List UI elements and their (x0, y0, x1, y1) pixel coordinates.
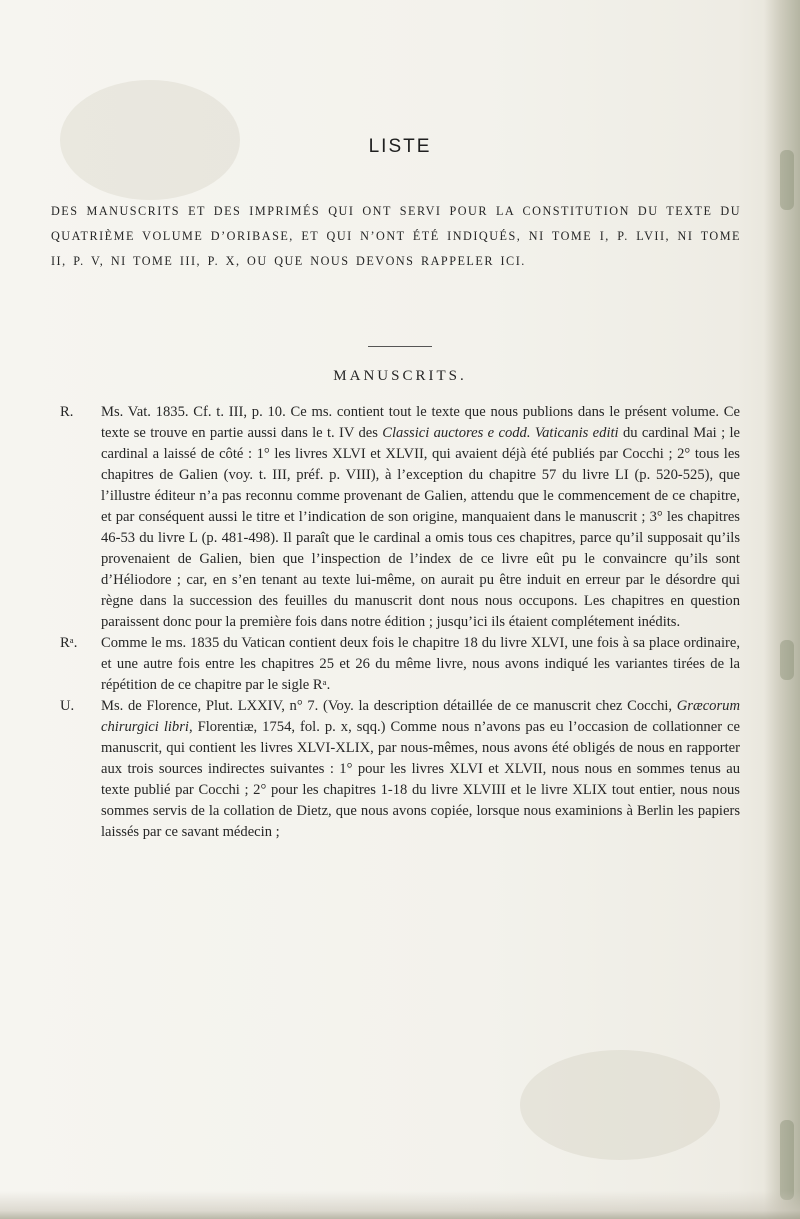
page-bottom-edge (0, 1191, 800, 1219)
page-title: LISTE (368, 136, 432, 157)
manuscript-description: Ms. de Florence, Plut. LXXIV, n° 7. (Voy. la description détaillée de ce manuscrit chez Cocchi, Græcorum chirurgici libri, Florentiæ, 1754, fol. p. x, sqq.) Comme nous n’avons pas eu l’occasion de collationner ce manuscrit, qui contient les livres XLVI-XLIX, par nous-mêmes, nous avons été obligés de nous en rapporter aux trois sources indirectes suivantes : 1° pour les livres XLVI et XLVII, nous nous en sommes tenus au texte publié par Cocchi ; 2° pour les chapitres 1-18 du livre XLVIII et le livre XLIX tout entier, nous nous sommes servis de la collation de Dietz, que nous avons copiée, lorsque nous examinions à Berlin les papiers laissés par ce savant médecin ; (101, 698, 740, 840)
manuscript-siglum: U. (60, 698, 75, 714)
manuscript-entry (60, 696, 740, 843)
page-spine-edge (764, 0, 800, 1219)
manuscript-description: Ms. Vat. 1835. Cf. t. III, p. 10. Ce ms. contient tout le texte que nous publions dans le présent volume. Ce texte se trouve en partie aussi dans le t. IV des Classici auctores e codd. Vaticanis editi du cardinal Mai ; le cardinal a laissé de côté : 1° les livres XLVI et XLVII, qui avaient déjà été publiés par Cocchi ; 2° tous les chapitres de Galien (voy. t. III, préf. p. VIII), à l’exception du chapitre 57 du livre LI (p. 520-525), que l’illustre éditeur n’a pas reconnu comme provenant de Galien, attendu que le commencement de ce chapitre, et par conséquent aussi le titre et l’indication de son origine, manquaient dans le manuscrit ; 3° les chapitres 46-53 du livre L (p. 481-498). Il paraît que le cardinal a omis tous ces chapitres, parce qu’il supposait qu’ils provenaient de Galien, bien que l’inspection de l’index de ce livre eût pu le convaincre qu’ils sont d’Héliodore ; car, en s’en tenant au texte lui-même, on aurait pu être induit en erreur par le désordre qui règne dans la succession des feuilles du manuscrit dont nous nous occupons. Les chapitres en question paraissent donc pour la première fois dans notre édition ; jusqu’ici ils étaient complétement inédits. (101, 404, 740, 630)
manuscript-siglum: Rᵃ. (60, 635, 78, 651)
spine-mark (780, 150, 794, 210)
paper-stain (520, 1050, 720, 1160)
manuscript-list (60, 402, 740, 843)
separator-rule (368, 346, 432, 347)
spine-mark (780, 640, 794, 680)
manuscript-siglum: R. (60, 404, 74, 420)
list-subtitle: DES MANUSCRITS ET DES IMPRIMÉS QUI ONT SERVI POUR LA CONSTITUTION DU TEXTE DU QUATRIÈME VOLUME D’ORIBASE, ET QUI N’ONT ÉTÉ INDIQUÉS, NI TOME I, P. LVII, NI TOME II, P. V, NI TOME III, P. X, OU QUE NOUS DEVONS RAPPELER ICI. (51, 204, 741, 268)
spine-mark (780, 1120, 794, 1200)
manuscript-description: Comme le ms. 1835 du Vatican contient deux fois le chapitre 18 du livre XLVI, une fois à sa place ordinaire, et une autre fois entre les chapitres 25 et 26 du même livre, nous avons indiqué les variantes tirées de la répétition de ce chapitre par le sigle Rᵃ. (101, 635, 740, 693)
manuscript-entry (60, 633, 740, 696)
manuscript-entry (60, 402, 740, 633)
section-heading: MANUSCRITS. (333, 368, 467, 384)
